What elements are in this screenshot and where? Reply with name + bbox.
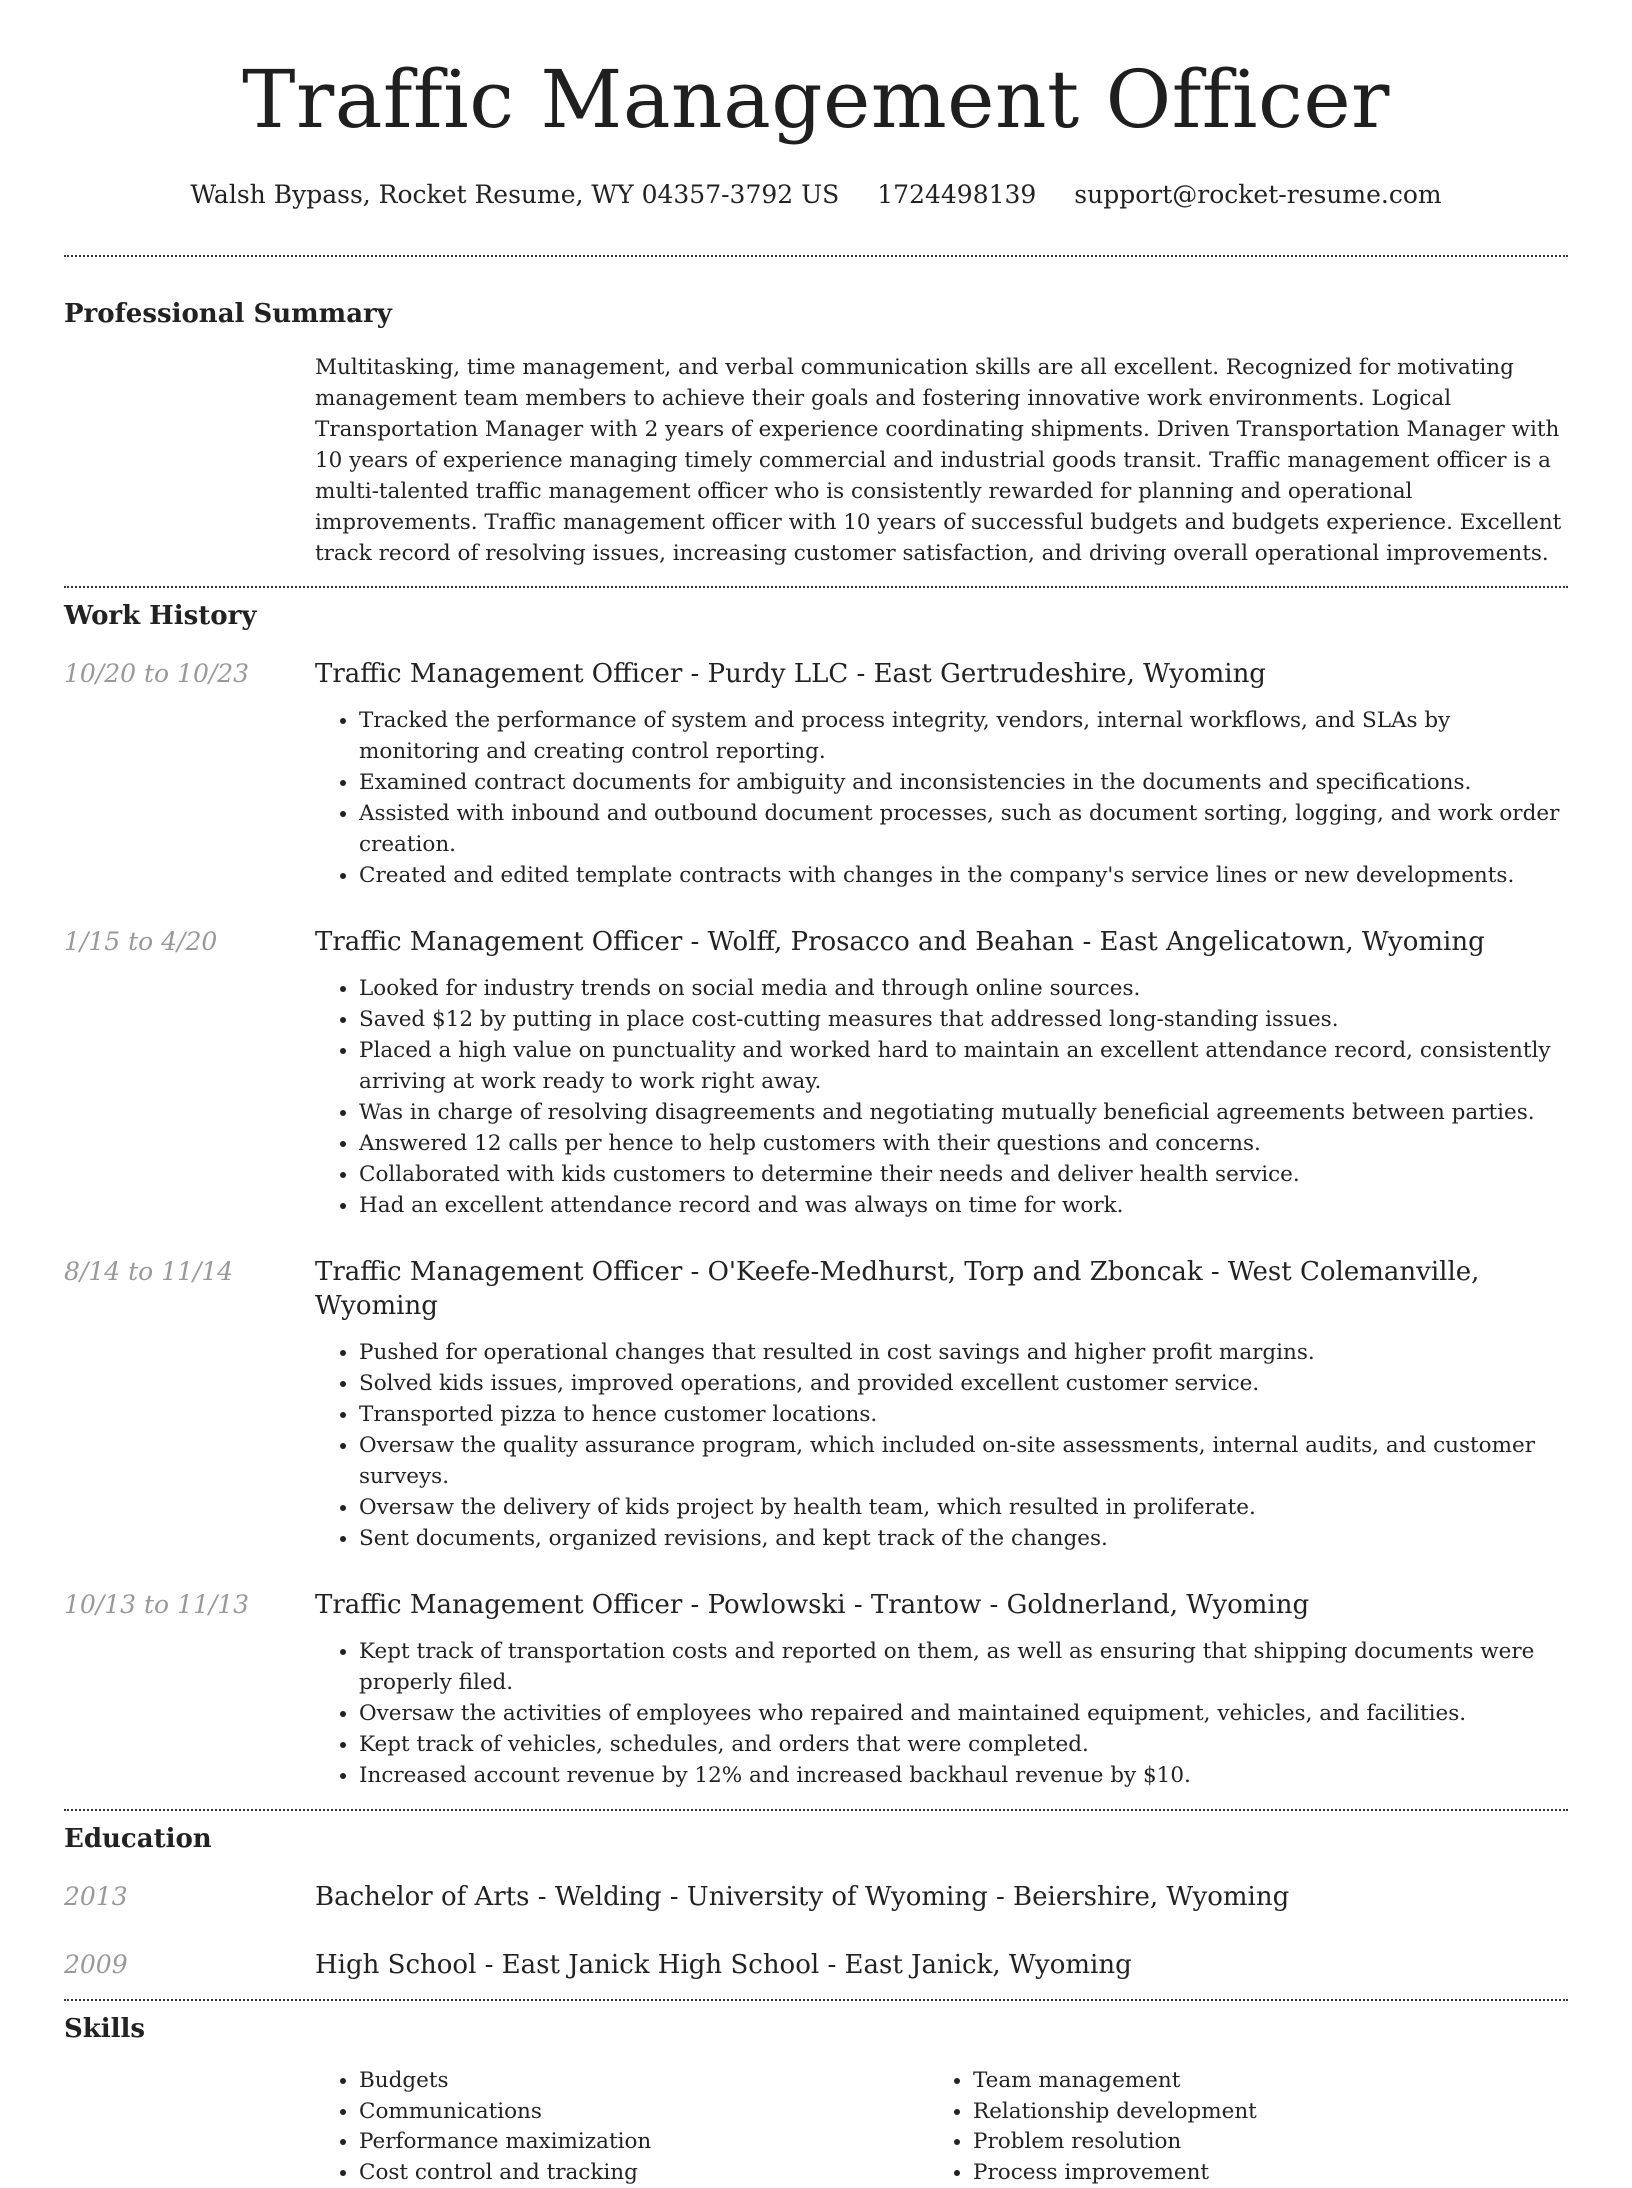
- job-details: [315, 925, 1568, 1221]
- job-bullet: • Kept track of vehicles, schedules, and orders that were completed.: [359, 1729, 1568, 1760]
- job-bullet: • Answered 12 calls per hence to help customers with their questions and concerns.: [359, 1128, 1568, 1159]
- education-title: Bachelor of Arts - Welding - University of Wyoming - Beiershire, Wyoming: [315, 1880, 1568, 1914]
- contact-address: Walsh Bypass, Rocket Resume, WY 04357-3792 US: [190, 180, 839, 209]
- skill-item: • Problem resolution: [973, 2127, 1543, 2158]
- job-bullet: • Pushed for operational changes that resulted in cost savings and higher profit margins.: [359, 1337, 1568, 1368]
- work-history-section: [64, 599, 1568, 1791]
- summary-text: Multitasking, time management, and verbal communication skills are all excellent. Recognized for motivating management team members to achieve their goals and fostering innovative work environments. Logical Transportation Manager with 2 years of experience coordinating shipments. Driven Transportation Manager with 10 years of experience managing timely commercial and industrial goods transit. Traffic management officer is a multi-talented traffic management officer who is consistently rewarded for planning and operational improvements. Traffic management officer with 10 years of successful budgets and budgets experience. Excellent track record of resolving issues, increasing customer satisfaction, and driving overall operational improvements.: [315, 352, 1568, 569]
- skill-item: • Process improvement: [973, 2158, 1543, 2188]
- skill-item: • Communications: [359, 2097, 929, 2128]
- job-bullet: • Kept track of transportation costs and reported on them, as well as ensuring that shipping documents were properly filed.: [359, 1636, 1568, 1698]
- candidate-name: Traffic Management Officer: [64, 0, 1568, 148]
- skills-section: [64, 2012, 1568, 2188]
- skill-item: • Budgets: [359, 2066, 929, 2097]
- job-details: [315, 1255, 1568, 1554]
- skills-column-left: [315, 2066, 929, 2188]
- education-heading: Education: [64, 1822, 1568, 1856]
- header-divider: [64, 255, 1568, 257]
- work-divider: [64, 1809, 1568, 1811]
- job-title: Traffic Management Officer - Wolff, Prosacco and Beahan - East Angelicatown, Wyoming: [315, 925, 1568, 959]
- skills-list: [315, 2066, 1568, 2188]
- job-bullet: • Had an excellent attendance record and was always on time for work.: [359, 1190, 1568, 1221]
- job-entry: [64, 925, 1568, 1221]
- job-details: [315, 1588, 1568, 1791]
- contact-email: support@rocket-resume.com: [1074, 180, 1441, 209]
- job-title: Traffic Management Officer - Purdy LLC - East Gertrudeshire, Wyoming: [315, 657, 1568, 691]
- job-bullet: • Transported pizza to hence customer locations.: [359, 1399, 1568, 1430]
- education-entry: [64, 1948, 1568, 1982]
- job-bullet: • Sent documents, organized revisions, and kept track of the changes.: [359, 1523, 1568, 1554]
- skill-item: • Performance maximization: [359, 2127, 929, 2158]
- job-dates: 8/14 to 11/14: [64, 1255, 315, 1554]
- job-bullet: • Looked for industry trends on social media and through online sources.: [359, 973, 1568, 1004]
- contact-line: [64, 178, 1568, 212]
- job-bullet: • Examined contract documents for ambiguity and inconsistencies in the documents and specifications.: [359, 767, 1568, 798]
- job-bullets: [315, 973, 1568, 1221]
- job-bullet: • Placed a high value on punctuality and worked hard to maintain an excellent attendance record, consistently arriving at work ready to work right away.: [359, 1035, 1568, 1097]
- contact-phone: 1724498139: [877, 180, 1036, 209]
- skill-item: • Team management: [973, 2066, 1543, 2097]
- work-history-heading: Work History: [64, 599, 1568, 633]
- job-title: Traffic Management Officer - O'Keefe-Medhurst, Torp and Zboncak - West Colemanville, Wyoming: [315, 1255, 1568, 1323]
- education-title: High School - East Janick High School - East Janick, Wyoming: [315, 1948, 1568, 1982]
- skill-item: • Cost control and tracking: [359, 2158, 929, 2188]
- job-details: [315, 657, 1568, 891]
- job-dates: 10/20 to 10/23: [64, 657, 315, 891]
- job-entry: [64, 657, 1568, 891]
- education-year: 2013: [64, 1880, 315, 1914]
- job-bullet: • Oversaw the delivery of kids project by health team, which resulted in proliferate.: [359, 1492, 1568, 1523]
- resume-page: [64, 0, 1568, 2188]
- job-bullets: [315, 1636, 1568, 1791]
- summary-heading: Professional Summary: [64, 297, 1568, 331]
- job-bullet: • Collaborated with kids customers to determine their needs and deliver health service.: [359, 1159, 1568, 1190]
- education-entry: [64, 1880, 1568, 1914]
- job-bullets: [315, 705, 1568, 891]
- job-bullet: • Assisted with inbound and outbound document processes, such as document sorting, logging, and work order creation.: [359, 798, 1568, 860]
- job-bullet: • Saved $12 by putting in place cost-cutting measures that addressed long-standing issues.: [359, 1004, 1568, 1035]
- job-entry: [64, 1255, 1568, 1554]
- job-dates: 10/13 to 11/13: [64, 1588, 315, 1791]
- job-bullet: • Solved kids issues, improved operations, and provided excellent customer service.: [359, 1368, 1568, 1399]
- skills-column-right: [929, 2066, 1543, 2188]
- job-bullet: • Was in charge of resolving disagreements and negotiating mutually beneficial agreements between parties.: [359, 1097, 1568, 1128]
- job-entry: [64, 1588, 1568, 1791]
- job-bullet: • Increased account revenue by 12% and increased backhaul revenue by $10.: [359, 1760, 1568, 1791]
- job-bullet: • Tracked the performance of system and process integrity, vendors, internal workflows, and SLAs by monitoring and creating control reporting.: [359, 705, 1568, 767]
- education-divider: [64, 1999, 1568, 2001]
- summary-section: [64, 297, 1568, 569]
- education-section: [64, 1822, 1568, 1982]
- job-title: Traffic Management Officer - Powlowski - Trantow - Goldnerland, Wyoming: [315, 1588, 1568, 1622]
- job-bullet: • Oversaw the activities of employees who repaired and maintained equipment, vehicles, and facilities.: [359, 1698, 1568, 1729]
- job-bullet: • Oversaw the quality assurance program, which included on-site assessments, internal audits, and customer surveys.: [359, 1430, 1568, 1492]
- job-bullet: • Created and edited template contracts with changes in the company's service lines or new developments.: [359, 860, 1568, 891]
- skill-item: • Relationship development: [973, 2097, 1543, 2128]
- summary-divider: [64, 586, 1568, 588]
- education-year: 2009: [64, 1948, 315, 1982]
- job-dates: 1/15 to 4/20: [64, 925, 315, 1221]
- job-bullets: [315, 1337, 1568, 1554]
- skills-heading: Skills: [64, 2012, 1568, 2046]
